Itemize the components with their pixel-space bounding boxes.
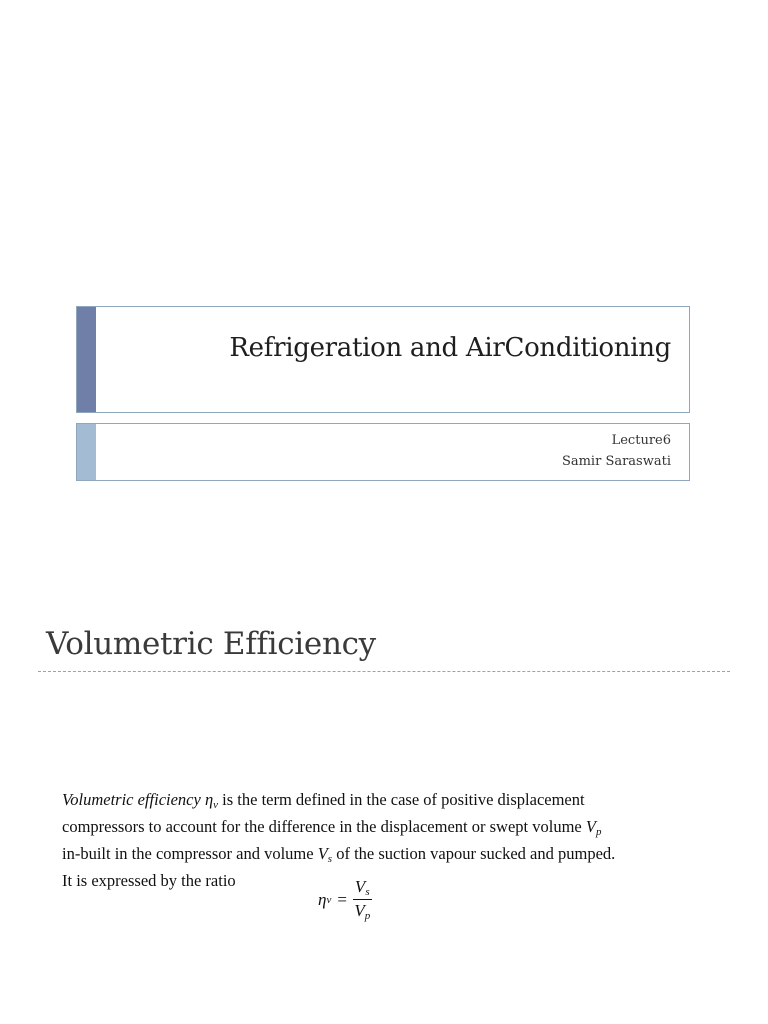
denominator-symbol: V (354, 901, 365, 920)
efficiency-formula (318, 877, 372, 922)
line4-text: It is expressed by the ratio (62, 871, 236, 890)
numerator-symbol: V (354, 877, 366, 896)
paragraph-line-1 (62, 789, 662, 816)
eta-subscript: v (213, 799, 219, 811)
eta-symbol: η (204, 790, 214, 809)
numerator-subscript: s (365, 886, 370, 898)
vs-subscript: s (327, 853, 333, 865)
definition-paragraph (62, 789, 662, 891)
vp-symbol: V (585, 817, 596, 836)
paragraph-line-3 (62, 843, 662, 870)
slide-title: Volumetric Efficiency (46, 626, 376, 662)
cover-title: Refrigeration and AirConditioning (229, 333, 671, 363)
title-accent-bar (77, 307, 96, 412)
line2-text: compressors to account for the difference in the displacement or swept volume (62, 817, 586, 836)
vp-subscript: p (595, 826, 602, 838)
subtitle-accent-bar (77, 424, 96, 480)
formula-lhs-subscript: v (326, 893, 332, 906)
formula-numerator (353, 877, 372, 900)
title-divider (38, 671, 730, 672)
vs-symbol: V (317, 844, 328, 863)
formula-denominator (354, 900, 370, 922)
line3a-text: in-built in the compressor and volume (62, 844, 318, 863)
formula-fraction (353, 877, 372, 922)
formula-equals: = (337, 889, 347, 909)
author-name: Samir Saraswati (561, 454, 671, 469)
cover-title-box (76, 306, 690, 413)
denominator-subscript: p (364, 910, 371, 922)
term-text: Volumetric efficiency (62, 790, 201, 809)
cover-subtitle-box (76, 423, 690, 481)
lecture-label: Lecture6 (611, 433, 671, 448)
formula-lhs: η (318, 889, 327, 909)
line3b-text: of the suction vapour sucked and pumped. (332, 844, 616, 863)
line1-text: is the term defined in the case of positive displacement (218, 790, 585, 809)
paragraph-line-2 (62, 816, 662, 843)
